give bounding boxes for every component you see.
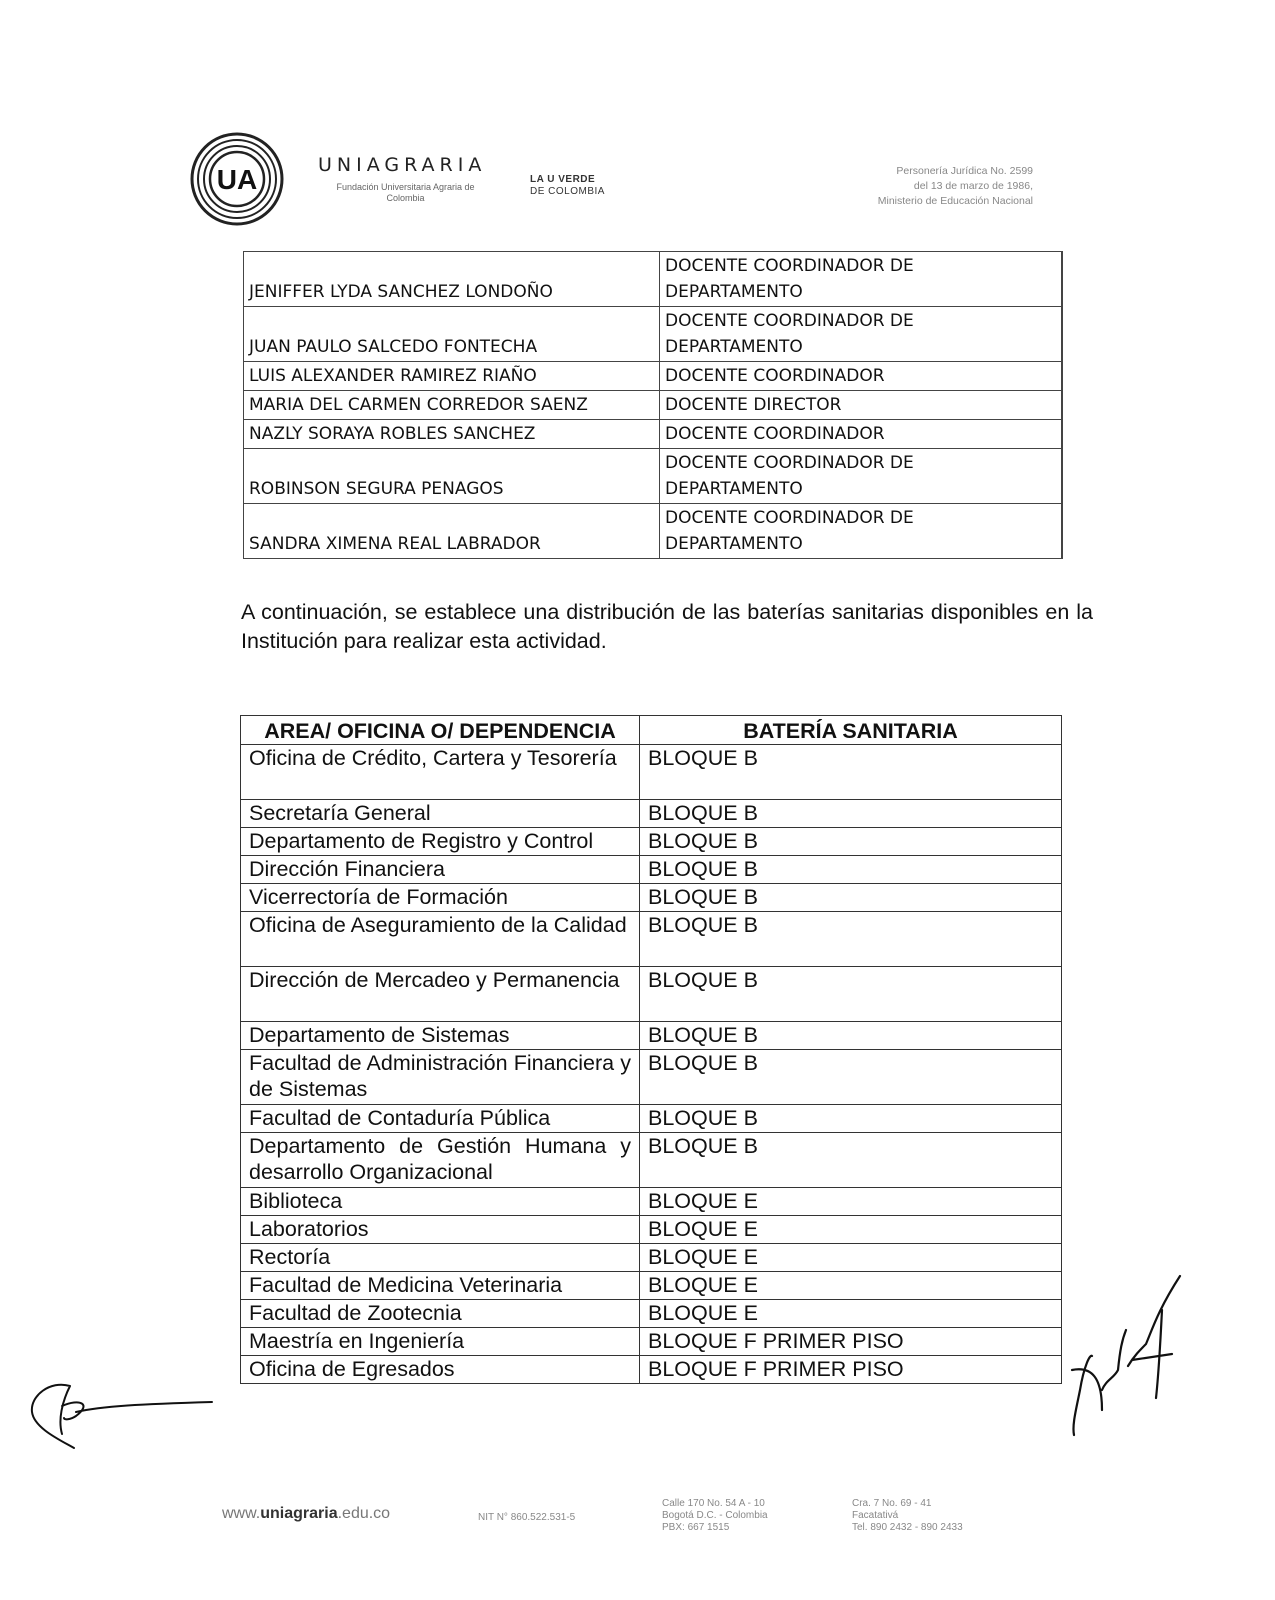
- table-row: [241, 1356, 1062, 1384]
- bathroom-cell: BLOQUE B: [640, 967, 1062, 1022]
- area-cell: Oficina de Egresados: [241, 1356, 640, 1384]
- table-row: [241, 1272, 1062, 1300]
- area-cell: Biblioteca: [241, 1188, 640, 1216]
- logo-text: UA: [216, 164, 258, 195]
- header-bathroom: BATERÍA SANITARIA: [640, 716, 1062, 745]
- legal-line3: Ministerio de Educación Nacional: [877, 195, 1033, 207]
- table-row: [241, 1300, 1062, 1328]
- footer-nit: NIT N° 860.522.531-5: [478, 1512, 576, 1523]
- addr2-line2: Facatativá: [852, 1510, 899, 1521]
- area-cell: Facultad de Administración Financiera y de Sistemas: [241, 1050, 640, 1105]
- area-cell: Oficina de Crédito, Cartera y Tesorería: [241, 745, 640, 800]
- staff-role-line2: DEPARTAMENTO: [665, 337, 803, 357]
- staff-name: NAZLY SORAYA ROBLES SANCHEZ: [244, 420, 660, 449]
- legal-line2: del 13 de marzo de 1986,: [913, 180, 1033, 192]
- staff-role: [660, 252, 1063, 307]
- table-row: [244, 252, 1063, 307]
- bathroom-cell: BLOQUE B: [640, 884, 1062, 912]
- bathroom-cell: BLOQUE B: [640, 745, 1062, 800]
- staff-role-line1: DOCENTE COORDINADOR DE: [665, 311, 914, 331]
- area-cell: Departamento de Sistemas: [241, 1022, 640, 1050]
- staff-name: SANDRA XIMENA REAL LABRADOR: [244, 504, 660, 559]
- footer-web-brand: uniagraria: [260, 1505, 338, 1522]
- area-cell: Laboratorios: [241, 1216, 640, 1244]
- area-cell: Maestría en Ingeniería: [241, 1328, 640, 1356]
- table-row: [241, 1216, 1062, 1244]
- staff-name: LUIS ALEXANDER RAMIREZ RIAÑO: [244, 362, 660, 391]
- footer-web-suffix: .edu.co: [337, 1505, 391, 1522]
- staff-name: JUAN PAULO SALCEDO FONTECHA: [244, 307, 660, 362]
- brand-subtitle: Fundación Universitaria Agraria de Colombia: [336, 182, 475, 203]
- staff-role-line1: DOCENTE COORDINADOR DE: [665, 256, 914, 276]
- brand-name: UNIAGRARIA: [318, 154, 487, 176]
- table-header-row: [241, 716, 1062, 745]
- table-row: [244, 504, 1063, 559]
- bathroom-cell: BLOQUE E: [640, 1216, 1062, 1244]
- header-area: AREA/ OFICINA O/ DEPENDENCIA: [241, 716, 640, 745]
- area-cell: Facultad de Contaduría Pública: [241, 1105, 640, 1133]
- bathroom-cell: BLOQUE E: [640, 1300, 1062, 1328]
- bathroom-distribution-table: [240, 715, 1062, 1384]
- bathroom-cell: BLOQUE F PRIMER PISO: [640, 1328, 1062, 1356]
- tagline: [530, 174, 605, 198]
- table-row: [241, 745, 1062, 800]
- staff-role-line2: DEPARTAMENTO: [665, 479, 803, 499]
- table-row: [244, 449, 1063, 504]
- area-cell: Secretaría General: [241, 800, 640, 828]
- bathroom-cell: BLOQUE E: [640, 1272, 1062, 1300]
- staff-role-line2: DEPARTAMENTO: [665, 282, 803, 302]
- staff-name: JENIFFER LYDA SANCHEZ LONDOÑO: [244, 252, 660, 307]
- area-cell: Rectoría: [241, 1244, 640, 1272]
- staff-role: [660, 420, 1063, 449]
- area-cell: Vicerrectoría de Formación: [241, 884, 640, 912]
- staff-role-line1: DOCENTE COORDINADOR: [665, 366, 885, 386]
- footer-address-main: [662, 1498, 768, 1534]
- area-cell: Departamento de Registro y Control: [241, 828, 640, 856]
- bathroom-cell: BLOQUE F PRIMER PISO: [640, 1356, 1062, 1384]
- table-row: [241, 856, 1062, 884]
- bathroom-cell: BLOQUE B: [640, 912, 1062, 967]
- signature-right: [1062, 1270, 1192, 1440]
- table-row: [241, 1133, 1062, 1188]
- brand: [318, 154, 493, 204]
- table-row: [244, 362, 1063, 391]
- addr2-line1: Cra. 7 No. 69 - 41: [852, 1498, 932, 1509]
- bathroom-cell: BLOQUE B: [640, 828, 1062, 856]
- table-row: [241, 1022, 1062, 1050]
- addr1-line3: PBX: 667 1515: [662, 1522, 730, 1533]
- table-row: [241, 1050, 1062, 1105]
- bathroom-cell: BLOQUE E: [640, 1244, 1062, 1272]
- staff-role-line1: DOCENTE COORDINADOR DE: [665, 453, 914, 473]
- staff-role: [660, 504, 1063, 559]
- area-cell: Dirección de Mercadeo y Permanencia: [241, 967, 640, 1022]
- signature-left: [22, 1362, 222, 1452]
- staff-role: [660, 449, 1063, 504]
- staff-role: [660, 391, 1063, 420]
- staff-table: [243, 251, 1063, 559]
- staff-role-line1: DOCENTE DIRECTOR: [665, 395, 842, 415]
- bathroom-cell: BLOQUE B: [640, 1133, 1062, 1188]
- staff-role-line1: DOCENTE COORDINADOR DE: [665, 508, 914, 528]
- bathroom-cell: BLOQUE B: [640, 1022, 1062, 1050]
- addr1-line2: Bogotá D.C. - Colombia: [662, 1510, 768, 1521]
- bathroom-cell: BLOQUE E: [640, 1188, 1062, 1216]
- addr1-line1: Calle 170 No. 54 A - 10: [662, 1498, 765, 1509]
- table-row: [241, 884, 1062, 912]
- table-row: [241, 800, 1062, 828]
- tagline-line1: LA U VERDE: [530, 174, 596, 185]
- bathroom-cell: BLOQUE B: [640, 800, 1062, 828]
- area-cell: Facultad de Medicina Veterinaria: [241, 1272, 640, 1300]
- footer-address-secondary: [852, 1498, 963, 1534]
- footer-web-prefix: www.: [222, 1505, 261, 1522]
- table-row: [241, 1328, 1062, 1356]
- legal-line1: Personería Jurídica No. 2599: [896, 165, 1033, 177]
- staff-role-line1: DOCENTE COORDINADOR: [665, 424, 885, 444]
- intro-paragraph: A continuación, se establece una distribución de las baterías sanitarias disponibles en la Institución para realizar esta actividad.: [241, 600, 1093, 653]
- legal-info: [878, 164, 1033, 209]
- table-row: [244, 391, 1063, 420]
- table-row: [244, 307, 1063, 362]
- table-row: [241, 828, 1062, 856]
- table-row: [241, 1188, 1062, 1216]
- area-cell: Oficina de Aseguramiento de la Calidad: [241, 912, 640, 967]
- table-row: [241, 1105, 1062, 1133]
- table-row: [241, 967, 1062, 1022]
- addr2-line3: Tel. 890 2432 - 890 2433: [852, 1522, 963, 1533]
- staff-name: MARIA DEL CARMEN CORREDOR SAENZ: [244, 391, 660, 420]
- staff-role-line2: DEPARTAMENTO: [665, 534, 803, 554]
- bathroom-cell: BLOQUE B: [640, 856, 1062, 884]
- staff-role: [660, 307, 1063, 362]
- uniagraria-logo: [190, 132, 284, 226]
- bathroom-cell: BLOQUE B: [640, 1050, 1062, 1105]
- tagline-line2: DE COLOMBIA: [530, 186, 605, 197]
- area-cell: Facultad de Zootecnia: [241, 1300, 640, 1328]
- area-cell: Dirección Financiera: [241, 856, 640, 884]
- table-row: [244, 420, 1063, 449]
- footer-website: [222, 1505, 391, 1522]
- staff-name: ROBINSON SEGURA PENAGOS: [244, 449, 660, 504]
- bathroom-cell: BLOQUE B: [640, 1105, 1062, 1133]
- area-cell: Departamento de Gestión Humana y desarrollo Organizacional: [241, 1133, 640, 1188]
- staff-role: [660, 362, 1063, 391]
- table-row: [241, 912, 1062, 967]
- table-row: [241, 1244, 1062, 1272]
